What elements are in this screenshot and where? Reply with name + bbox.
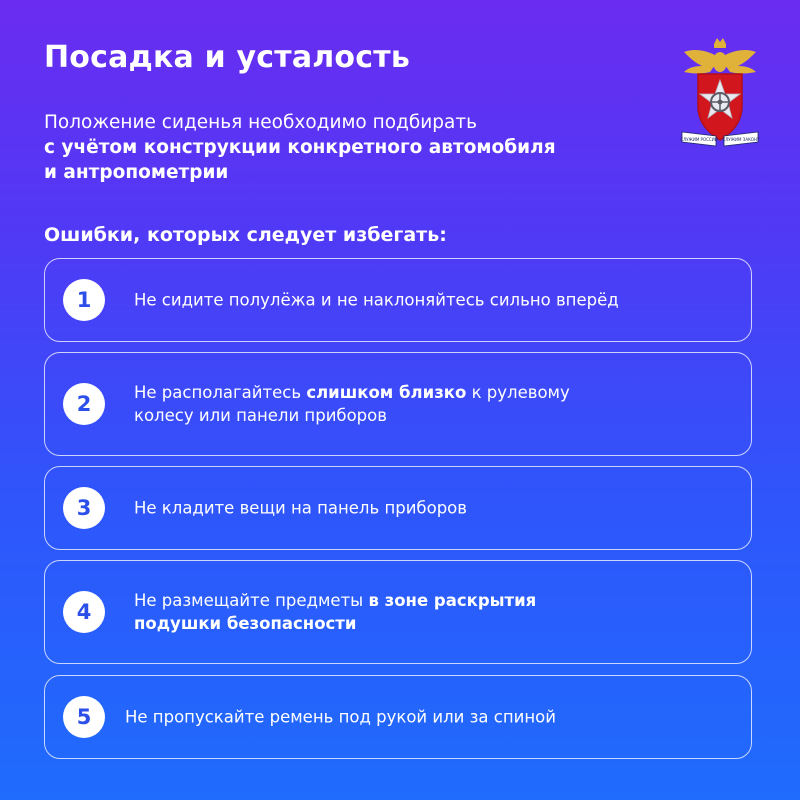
item-4-line-2: подушки безопасности [134, 614, 357, 633]
item-1-line-1: Не сидите полулёжа и не наклоняйтесь сильно вперёд [134, 290, 619, 310]
list-item-1 [44, 258, 752, 342]
item-2-text-pre: Не располагайтесь [134, 383, 307, 402]
item-5-line-1: Не пропускайте ремень под рукой или за спиной [125, 707, 556, 727]
item-4-text-pre: Не размещайте предметы [134, 591, 369, 610]
subtitle [44, 110, 664, 185]
item-2-text-bold: слишком близко [306, 383, 467, 402]
item-4-line-1 [134, 589, 731, 612]
number-badge-2: 2 [63, 383, 105, 425]
subtitle-line-3: и антропометрии [44, 162, 229, 183]
number-badge-1: 1 [63, 279, 105, 321]
number-badge-3: 3 [63, 487, 105, 529]
page-title: Посадка и усталость [44, 40, 410, 75]
item-text-3 [134, 497, 731, 520]
ribbon-text-left: СЛУЖИМ РОССИИ [680, 137, 718, 142]
item-text-1 [134, 289, 731, 312]
item-text-2 [134, 381, 731, 427]
number-badge-4: 4 [63, 591, 105, 633]
subtitle-line-1: Положение сиденья необходимо подбирать [44, 112, 478, 133]
list-item-2 [44, 352, 752, 456]
item-2-line-1 [134, 381, 731, 404]
item-2-text-post: к рулевому [466, 383, 570, 402]
ribbon-text-right: СЛУЖИМ ЗАКОНУ [722, 137, 760, 142]
subtitle-line-2: с учётом конструкции конкретного автомобиля [44, 137, 556, 158]
item-3-line-1: Не кладите вещи на панель приборов [134, 498, 467, 518]
item-text-4 [134, 589, 731, 635]
item-4-text-bold: в зоне раскрытия [368, 591, 537, 610]
number-badge-5: 5 [63, 696, 105, 738]
item-text-5 [125, 706, 731, 729]
list-item-5 [44, 675, 752, 759]
police-emblem-icon [680, 36, 760, 156]
item-2-line-2: колесу или панели приборов [134, 406, 387, 425]
list-item-4 [44, 560, 752, 664]
section-heading: Ошибки, которых следует избегать: [44, 224, 447, 246]
list-item-3 [44, 466, 752, 550]
